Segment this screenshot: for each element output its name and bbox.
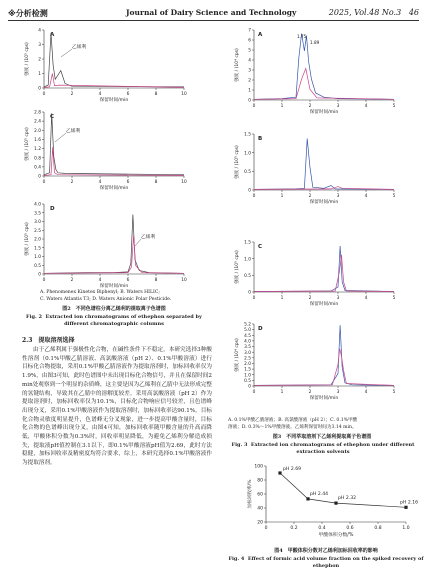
point-label: pH 2.44 (310, 491, 329, 497)
x-tick-label: 3 (336, 194, 340, 199)
y-tick-label: 0.5 (244, 169, 251, 175)
x-axis-label: 保留时间/min (99, 98, 129, 103)
y-axis-label: 强度 / (10⁴ cps) (235, 48, 240, 82)
x-tick-label: 1.0 (402, 526, 410, 531)
y-axis-label: 强度 / (10⁵ cps) (25, 222, 30, 256)
chromatogram-trace (44, 113, 184, 174)
x-axis-label: 保留时间/min (99, 186, 129, 191)
x-tick-label: 5 (392, 390, 396, 395)
x-tick-label: 2 (308, 296, 312, 301)
y-tick-label: 1.5 (244, 240, 251, 246)
y-tick-label: 2.0 (34, 128, 41, 134)
y-tick-label: 3 (38, 43, 41, 49)
x-tick-label: 4 (364, 296, 368, 301)
peak-pointer (61, 49, 72, 57)
peak-label: 乙烯利 (66, 129, 81, 134)
x-tick-label: 4 (98, 278, 102, 283)
y-tick-label: 4 (38, 28, 41, 34)
y-tick-label: 0.4 (34, 165, 41, 171)
x-tick-label: 1 (280, 194, 284, 199)
y-tick-label: 2 (248, 78, 251, 84)
chromatogram-trace (44, 236, 184, 274)
figure-2-legend-line: A. Phenomenex Kinetex Biphenyl; B. Waters HILIC; (40, 290, 160, 295)
x-tick-label: 0 (42, 180, 46, 185)
y-tick-label: 2.5 (244, 356, 251, 362)
chromatogram-trace (254, 34, 394, 100)
figure-3-legend (228, 418, 422, 431)
figure-3 (224, 24, 420, 416)
figure-4-caption-en: Fig. 4 Effect of formic acid volume fraction on the spiked recovery of ethephon (228, 556, 424, 569)
y-tick-label: 2.4 (34, 119, 41, 125)
y-tick-label: 1.0 (34, 255, 41, 261)
y-tick-label: 2.8 (34, 110, 41, 116)
chromatogram-trace (254, 325, 394, 385)
x-tick-label: 2 (308, 104, 312, 109)
x-axis-label: 保留时间/min (309, 302, 339, 307)
x-axis-label: 甲酸体积分数/% (318, 533, 354, 538)
peak-label: 1.75 (297, 34, 307, 39)
y-tick-label: 0.5 (34, 263, 41, 269)
x-tick-label: 0 (252, 104, 256, 109)
y-tick-label: 2.0 (34, 237, 41, 243)
figure-2-legend-line: C. Waters Atlantis T3; D. Waters Anionic Polar Pesticide. (40, 296, 172, 302)
x-tick-label: 0 (42, 278, 46, 283)
figure-2-panels (23, 28, 187, 289)
y-tick-label: 60 (257, 492, 263, 498)
chromatogram-trace (44, 74, 184, 88)
figure-4-caption-cn: 图4 甲酸体积分数对乙烯利加标回收率的影响 (274, 548, 378, 554)
y-tick-label: 4.0 (244, 339, 251, 345)
figure-2-caption-cn: 图2 不同色谱柱分离乙烯利的提取离子色谱图 (62, 306, 166, 312)
x-axis-label: 保留时间/min (309, 110, 339, 115)
y-tick-label: 6 (248, 38, 251, 44)
figure-3-caption-cn: 图3 不同萃取溶剂下乙烯利提取离子色谱图 (272, 434, 372, 440)
x-axis-label: 保留时间/min (309, 396, 339, 401)
x-tick-label: 6 (126, 92, 130, 97)
section-label: ※分析检测 (8, 9, 48, 18)
x-axis-label: 保留时间/min (99, 284, 129, 289)
x-tick-label: 0 (252, 390, 256, 395)
x-tick-label: 5 (392, 296, 396, 301)
y-tick-label: 4.0 (34, 202, 41, 208)
y-tick-label: 20 (257, 520, 263, 526)
y-tick-label: 1.0 (244, 373, 251, 379)
y-tick-label: 3 (248, 68, 251, 74)
y-tick-label: 0 (38, 272, 41, 278)
chromatogram-trace (254, 246, 394, 292)
figure-3-panels (233, 28, 396, 401)
x-tick-label: 1 (280, 104, 284, 109)
panel-letter: A (258, 32, 263, 38)
x-tick-label: 0 (252, 296, 256, 301)
x-tick-label: 5 (392, 194, 396, 199)
y-tick-label: 0 (248, 384, 251, 390)
y-tick-label: 2.5 (34, 228, 41, 234)
x-tick-label: 4 (98, 92, 102, 97)
y-tick-label: 0 (248, 98, 251, 104)
y-tick-label: 3.0 (34, 220, 41, 226)
x-tick-label: 0.8 (374, 526, 382, 531)
y-tick-label: 100 (254, 464, 263, 470)
figure-4-chart (236, 460, 420, 546)
panel-letter: B (258, 136, 263, 142)
y-tick-label: 1.6 (34, 138, 41, 144)
x-tick-label: 0 (252, 194, 256, 199)
y-tick-label: 5 (248, 48, 251, 54)
x-axis-label: 保留时间/min (309, 200, 339, 205)
x-tick-label: 6 (126, 180, 130, 185)
y-tick-label: 80 (257, 478, 263, 484)
series-line (280, 473, 406, 507)
figure-3-caption-en: Fig. 3 Extracted ion chromatograms of ethephon under different extraction solvents (231, 442, 415, 455)
x-tick-label: 2 (308, 390, 312, 395)
section-heading: 2.3 提取溶剂选择 (22, 337, 75, 344)
y-tick-label: 1.2 (34, 147, 41, 153)
chromatogram-trace (254, 69, 394, 100)
journal-title: Journal of Dairy Science and Technology (126, 8, 297, 17)
x-tick-label: 3 (336, 104, 340, 109)
y-tick-label: 7 (248, 28, 251, 34)
page-header (8, 6, 419, 21)
x-tick-label: 4 (364, 194, 368, 199)
x-tick-label: 0 (42, 92, 46, 97)
issue-info: 2025, Vol.48 No.3 46 (328, 8, 419, 17)
y-tick-label: 0 (38, 86, 41, 92)
panel-letter: C (258, 244, 263, 250)
y-axis-label: 强度 / (10⁴ cps) (235, 338, 240, 372)
y-axis-label: 强度 / (10⁵ cps) (235, 250, 240, 284)
peak-pointer (55, 133, 66, 142)
y-tick-label: 0.8 (34, 156, 41, 162)
y-tick-label: 40 (257, 506, 263, 512)
y-tick-label: 3.0 (244, 350, 251, 356)
x-tick-label: 4 (364, 390, 368, 395)
y-tick-label: 0.5 (244, 273, 251, 279)
x-tick-label: 0.4 (318, 526, 326, 531)
chromatogram-trace (44, 147, 184, 175)
x-tick-label: 0.2 (290, 526, 298, 531)
peak-label: 乙烯利 (141, 235, 156, 240)
peak-label: 乙烯利 (72, 45, 87, 50)
figure-3-legend-line: A. 0.1%甲酸乙腈溶液；B. 高氯酸溶液（pH 2）；C. 0.1%甲酸 (228, 418, 358, 423)
y-tick-label: 3.5 (34, 211, 41, 217)
y-tick-label: 4.5 (244, 333, 251, 339)
y-axis-label: 强度 / (10⁵ cps) (25, 127, 30, 161)
peak-label: 1.89 (310, 40, 320, 45)
y-tick-label: 2 (38, 57, 41, 63)
data-point (306, 497, 309, 500)
x-tick-label: 0.6 (346, 526, 354, 531)
y-tick-label: 1.5 (244, 367, 251, 373)
x-tick-label: 3 (336, 296, 340, 301)
y-tick-label: 3.5 (244, 345, 251, 351)
data-point (334, 502, 337, 505)
y-tick-label: 4 (248, 58, 251, 64)
x-tick-label: 0 (264, 526, 268, 531)
x-tick-label: 2 (70, 92, 74, 97)
y-tick-label: 0 (38, 174, 41, 180)
panel-letter: D (258, 326, 263, 332)
x-tick-label: 4 (98, 180, 102, 185)
x-tick-label: 10 (181, 278, 187, 283)
y-axis-label: 强度 / (10⁵ cps) (25, 42, 30, 76)
data-point (278, 471, 281, 474)
x-tick-label: 8 (154, 278, 158, 283)
x-tick-label: 8 (154, 180, 158, 185)
x-tick-label: 4 (364, 104, 368, 109)
y-tick-label: 2.0 (244, 362, 251, 368)
x-tick-label: 2 (308, 194, 312, 199)
x-tick-label: 8 (154, 92, 158, 97)
y-tick-label: 1 (38, 72, 41, 78)
chromatogram-trace (254, 139, 394, 190)
data-point (404, 506, 407, 509)
figure-2 (14, 24, 204, 290)
figure-2-legend (40, 290, 210, 303)
panel-letter: D (50, 206, 55, 212)
y-tick-label: 0 (248, 188, 251, 194)
figure-4-plot (246, 464, 418, 538)
y-axis-label: 强度 / (10⁵ cps) (235, 145, 240, 179)
y-axis-label: 加标回收率/% (248, 479, 253, 509)
x-tick-label: 2 (70, 278, 74, 283)
y-tick-label: 1 (248, 88, 251, 94)
point-label: pH 2.32 (338, 496, 357, 502)
peak-pointer (135, 239, 141, 246)
panel-letter: C (50, 114, 55, 120)
chromatogram-trace (254, 349, 394, 386)
x-tick-label: 10 (181, 92, 187, 97)
y-tick-label: 1.5 (34, 246, 41, 252)
y-tick-label: 5.0 (244, 328, 251, 334)
chromatogram-trace (254, 255, 394, 292)
x-tick-label: 3 (336, 390, 340, 395)
point-label: pH 2.69 (283, 467, 302, 472)
x-tick-label: 5 (392, 104, 396, 109)
figure-2-caption-en: Fig. 2 Extracted ion chromatograms of ethephon separated by different chromatographic columns (26, 314, 202, 327)
y-tick-label: 1.0 (244, 151, 251, 157)
chromatogram-trace (44, 33, 184, 87)
x-tick-label: 1 (280, 296, 284, 301)
figure-3-legend-line: 溶液；D. 0.3%～1%甲酸溶液。乙烯利保留时间为3.14 min。 (228, 424, 357, 430)
x-tick-label: 6 (126, 278, 130, 283)
chromatogram-trace (44, 215, 184, 274)
panel-letter: A (50, 32, 55, 38)
x-tick-label: 1 (280, 390, 284, 395)
y-tick-label: 0.5 (244, 378, 251, 384)
y-tick-label: 1.5 (244, 132, 251, 138)
y-tick-label: 0 (248, 290, 251, 296)
point-label: pH 2.16 (400, 500, 419, 506)
y-tick-label: 5.2 (244, 322, 251, 328)
section-paragraph: 由于乙烯利属于强极性化合物，在碱性条件下不稳定，本研究选择3种酸性溶剂（0.1%甲酸乙腈溶液、高氯酸溶液（pH 2）、0.1%甲酸溶液）进行目标化合物提取，采用0.1%甲酸乙腈溶液作为提取溶剂时，加标回收率仅为1.9%，由图3可知，此时色谱图中未出现目标化合物信号，并且在保留时间2 min处观察到一个明显的杂质峰，这主要是因为乙烯利在乙腈中无法形成完整的氢键结构，导致其在乙腈中的溶解度较差。采用高氯酸溶液（pH 2）作为提取溶剂时，加标回收率仅为10.1%，目标化合物响应信号较差，且色谱峰出现分叉，采用0.1%甲酸溶液作为提取溶剂时，加标回收率达90.1%，目标化合物灵敏度明显提升，色谱峰无分叉现象，进一步提高甲酸含量时，目标化合物的色谱峰出现分叉，由图4可知，加标回收率随甲酸含量的升高而降低，甲酸体积分数为0.3%时，回收率明显降低，为避免乙烯利分解造成损失，提取液pH值控制在3.1以下，即0.1%甲酸溶液pH值为2.69，此时方法稳健，加标回收率及精密度均符合要求，综上，本研究选择0.1%甲酸溶液作为提取溶剂。 (22, 347, 212, 467)
x-tick-label: 10 (181, 180, 187, 185)
x-tick-label: 2 (70, 180, 74, 185)
y-tick-label: 1.0 (244, 257, 251, 263)
